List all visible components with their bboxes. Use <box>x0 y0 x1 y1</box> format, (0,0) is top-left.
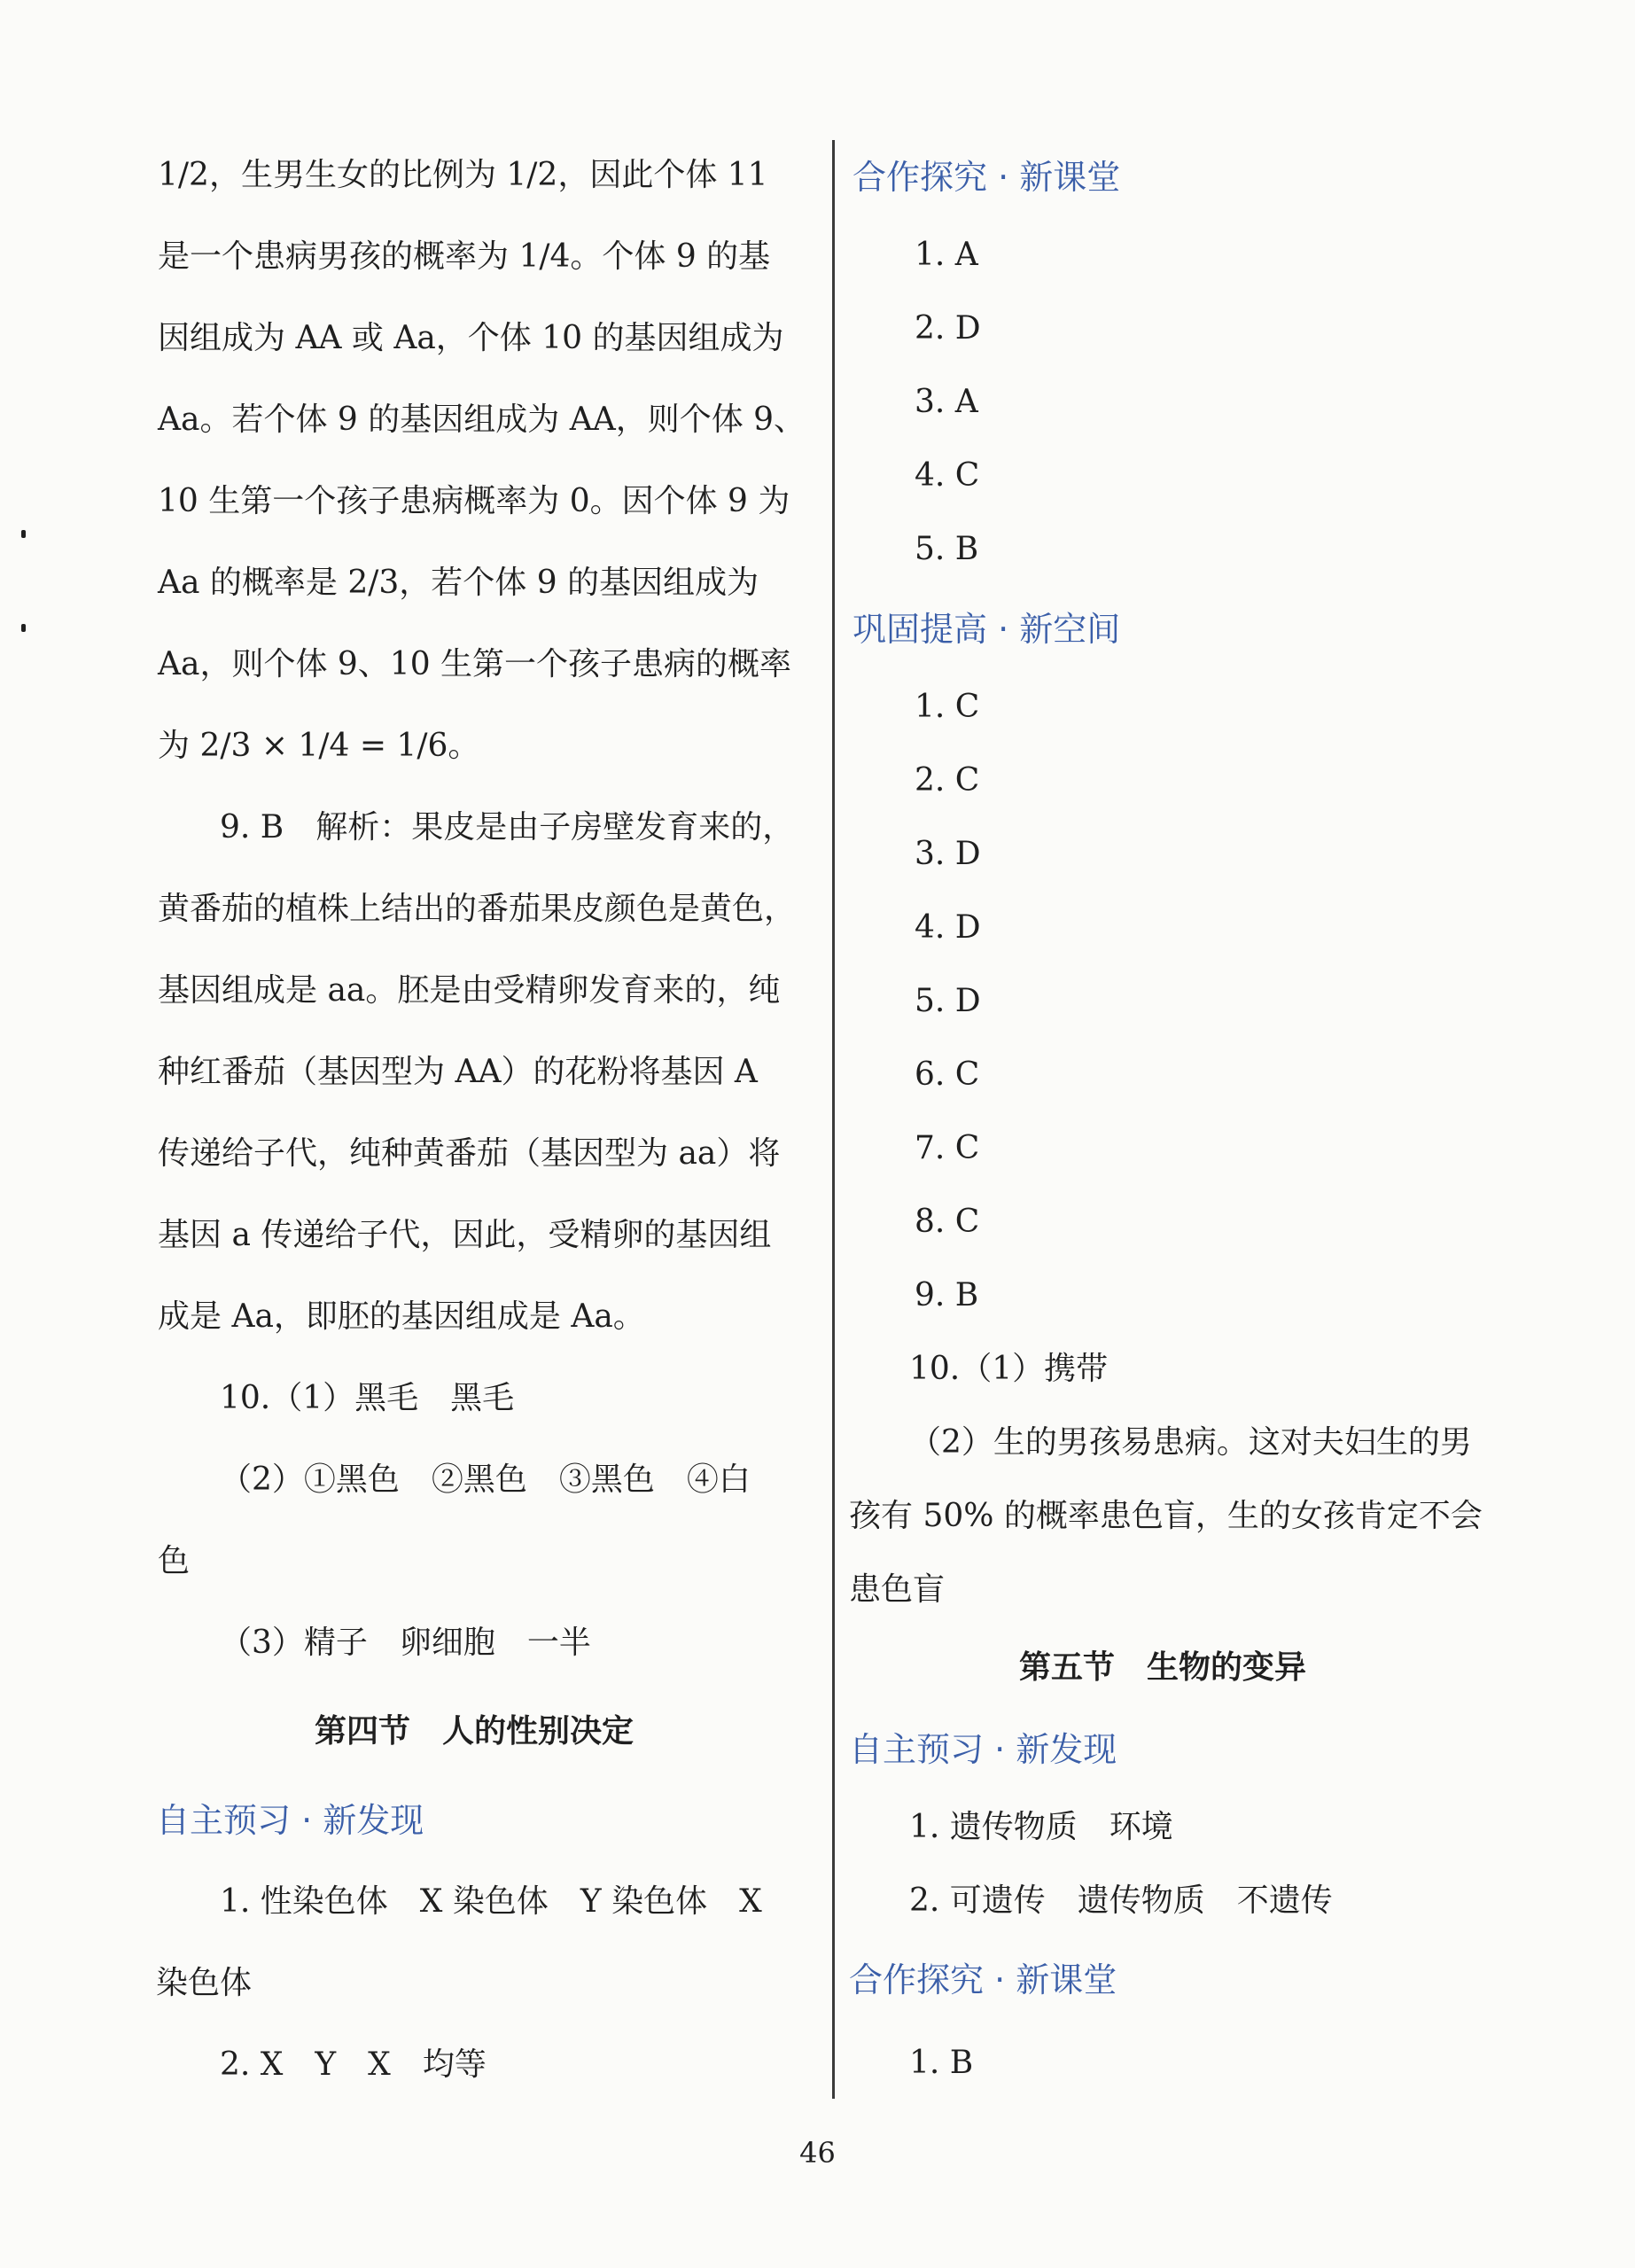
answer-line: （2）①黑色 ②黑色 ③黑色 ④白 <box>220 1461 751 1498</box>
paragraph-line: 传递给子代，纯种黄番茄（基因型为 aa）将 <box>158 1135 781 1172</box>
paragraph-line: 是一个患病男孩的概率为 1/4。个体 9 的基 <box>158 238 771 275</box>
answer-line: 4. C <box>915 457 980 494</box>
answer-line: 9. B <box>915 1277 979 1313</box>
paragraph-line: 为 2/3 × 1/4 = 1/6。 <box>158 728 480 764</box>
section-title: 第四节 人的性别决定 <box>315 1713 635 1750</box>
section-title: 第五节 生物的变异 <box>1019 1649 1307 1686</box>
paragraph-line: 因组成为 AA 或 Aa，个体 10 的基因组成为 <box>158 320 784 356</box>
section-heading: 合作探究 · 新课堂 <box>853 158 1121 197</box>
margin-mark <box>21 624 26 632</box>
answer-line: 染色体 <box>156 1965 253 2001</box>
answer-line: 3. A <box>915 384 978 420</box>
paragraph-line: 1/2，生男生女的比例为 1/2，因此个体 11 <box>158 157 768 193</box>
answer-line: （2）生的男孩易患病。这对夫妇生的男 <box>909 1424 1472 1461</box>
paragraph-line: 种红番茄（基因型为 AA）的花粉将基因 A <box>158 1054 758 1090</box>
section-heading: 巩固提高 · 新空间 <box>853 610 1121 649</box>
paragraph-line: 基因 a 传递给子代，因此，受精卵的基因组 <box>158 1217 772 1253</box>
section-heading: 自主预习 · 新发现 <box>156 1801 424 1840</box>
paragraph-line: 9. B 解析：果皮是由子房壁发育来的， <box>220 809 795 846</box>
answer-line: 2. 可遗传 遗传物质 不遗传 <box>909 1882 1333 1919</box>
answer-line: 10.（1）黑毛 黑毛 <box>220 1380 515 1416</box>
answer-line: 7. C <box>915 1130 980 1166</box>
column-divider <box>832 140 835 2099</box>
answer-line: 4. D <box>915 909 981 946</box>
answer-line: 孩有 50% 的概率患色盲，生的女孩肯定不会 <box>849 1498 1483 1534</box>
paragraph-line: Aa 的概率是 2/3，若个体 9 的基因组成为 <box>158 565 759 601</box>
margin-mark <box>21 530 26 538</box>
page-number: 46 <box>799 2136 836 2170</box>
answer-line: 1. 遗传物质 环境 <box>909 1809 1173 1845</box>
paragraph-line: Aa，则个体 9、10 生第一个孩子患病的概率 <box>158 646 792 682</box>
paragraph-line: 基因组成是 aa。胚是由受精卵发育来的，纯 <box>158 972 781 1009</box>
answer-line: 6. C <box>915 1056 980 1093</box>
answer-line: 2. D <box>915 310 981 347</box>
answer-line: 3. D <box>915 836 981 872</box>
answer-line: 2. C <box>915 762 980 799</box>
paragraph-line: Aa。若个体 9 的基因组成为 AA，则个体 9、 <box>158 401 806 438</box>
section-heading: 自主预习 · 新发现 <box>849 1730 1117 1769</box>
paragraph-line: 黄番茄的植株上结出的番茄果皮颜色是黄色， <box>158 891 797 927</box>
answer-line: 5. D <box>915 983 981 1019</box>
answer-line: 1. C <box>915 689 980 725</box>
answer-line: （3）精子 卵细胞 一半 <box>220 1625 591 1661</box>
answer-line: 5. B <box>915 531 979 567</box>
paragraph-line: 成是 Aa，即胚的基因组成是 Aa。 <box>158 1298 645 1335</box>
answer-line: 1. B <box>909 2045 974 2081</box>
answer-line: 2. X Y X 均等 <box>220 2046 487 2083</box>
answer-line: 1. 性染色体 X 染色体 Y 染色体 X <box>220 1883 762 1920</box>
answer-line: 1. A <box>915 237 978 273</box>
answer-line: 患色盲 <box>849 1571 946 1608</box>
answer-line: 色 <box>158 1543 191 1579</box>
answer-line: 8. C <box>915 1204 980 1240</box>
section-heading: 合作探究 · 新课堂 <box>849 1960 1117 1999</box>
paragraph-line: 10 生第一个孩子患病概率为 0。因个体 9 为 <box>158 483 790 519</box>
answer-line: 10.（1）携带 <box>909 1351 1109 1387</box>
